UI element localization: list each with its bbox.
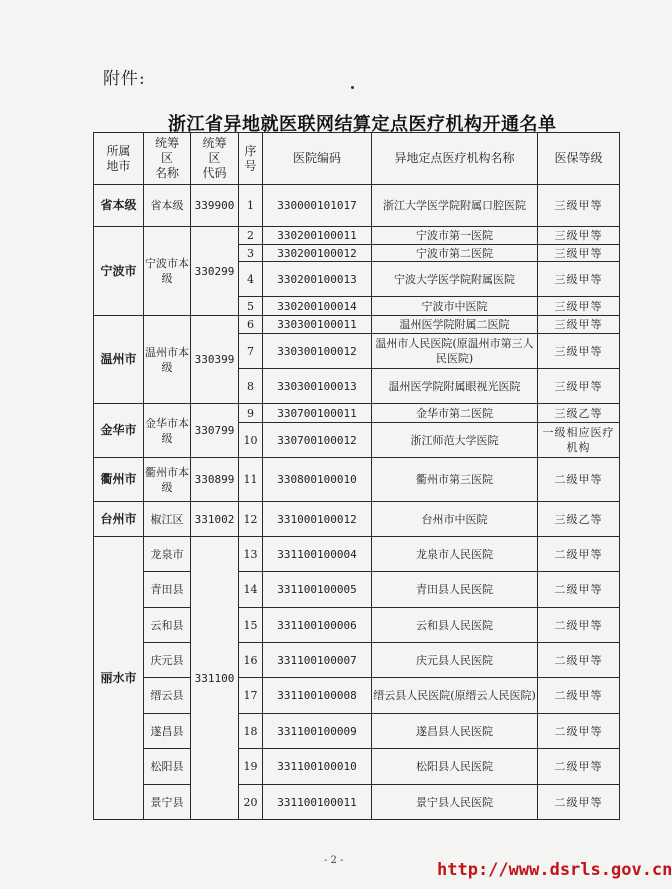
region-code-cell: 331100 — [191, 537, 239, 820]
table-row — [94, 572, 620, 608]
hospital-name-cell: 宁波市中医院 — [372, 297, 538, 316]
table-row — [94, 714, 620, 749]
hospital-name-cell: 温州医学院附属眼视光医院 — [372, 369, 538, 404]
hospital-code-cell: 331100100010 — [263, 749, 372, 785]
grade-cell: 二级甲等 — [538, 537, 620, 572]
table-row — [94, 643, 620, 678]
hospital-name-cell: 庆元县人民医院 — [372, 643, 538, 678]
col-header-region-name: 统筹 区 名称 — [144, 133, 191, 185]
document-title: 浙江省异地就医联网结算定点医疗机构开通名单 — [168, 114, 557, 135]
region-name-cell: 景宁县 — [144, 785, 191, 820]
region-name-cell: 龙泉市 — [144, 537, 191, 572]
hospital-code-cell: 331100100006 — [263, 608, 372, 643]
seq-cell: 6 — [239, 316, 263, 334]
table-row — [94, 227, 620, 245]
col-header-seq: 序 号 — [239, 133, 263, 185]
seq-cell: 4 — [239, 262, 263, 297]
hospital-code-cell: 330300100011 — [263, 316, 372, 334]
hospital-code-cell: 330200100012 — [263, 245, 372, 262]
seq-cell: 13 — [239, 537, 263, 572]
region-code-cell: 331002 — [191, 502, 239, 537]
city-cell: 金华市 — [94, 404, 144, 458]
hospital-code-cell: 331100100004 — [263, 537, 372, 572]
seq-cell: 17 — [239, 678, 263, 714]
city-cell: 衢州市 — [94, 458, 144, 502]
table-row — [94, 458, 620, 502]
hospital-name-cell: 宁波大学医学院附属医院 — [372, 262, 538, 297]
city-cell: 省本级 — [94, 185, 144, 227]
hospital-name-cell: 温州医学院附属二医院 — [372, 316, 538, 334]
col-header-grade: 医保等级 — [538, 133, 620, 185]
hospital-code-cell: 330800100010 — [263, 458, 372, 502]
hospital-code-cell: 330200100013 — [263, 262, 372, 297]
table-row — [94, 404, 620, 423]
grade-cell: 二级甲等 — [538, 643, 620, 678]
hospital-code-cell: 330700100011 — [263, 404, 372, 423]
region-name-cell: 青田县 — [144, 572, 191, 608]
grade-cell: 三级乙等 — [538, 502, 620, 537]
seq-cell: 12 — [239, 502, 263, 537]
table-row — [94, 537, 620, 572]
hospital-name-cell: 龙泉市人民医院 — [372, 537, 538, 572]
table-row — [94, 502, 620, 537]
city-cell: 宁波市 — [94, 227, 144, 316]
hospital-name-cell: 云和县人民医院 — [372, 608, 538, 643]
grade-cell: 三级甲等 — [538, 316, 620, 334]
region-name-cell: 缙云县 — [144, 678, 191, 714]
hospital-code-cell: 330200100011 — [263, 227, 372, 245]
seq-cell: 7 — [239, 334, 263, 369]
col-header-region-code: 统筹 区 代码 — [191, 133, 239, 185]
region-code-cell: 330799 — [191, 404, 239, 458]
region-name-cell: 衢州市本级 — [144, 458, 191, 502]
watermark-url: http://www.dsrls.gov.cn — [437, 860, 672, 880]
seq-cell: 10 — [239, 423, 263, 458]
grade-cell: 二级甲等 — [538, 749, 620, 785]
hospital-name-cell: 缙云县人民医院(原缙云人民医院) — [372, 678, 538, 714]
hospital-code-cell: 330000101017 — [263, 185, 372, 227]
hospital-code-cell: 331100100008 — [263, 678, 372, 714]
hospital-name-cell: 浙江师范大学医院 — [372, 423, 538, 458]
table-row — [94, 316, 620, 334]
table-row — [94, 785, 620, 820]
grade-cell: 二级甲等 — [538, 608, 620, 643]
hospital-code-cell: 330200100014 — [263, 297, 372, 316]
region-name-cell: 省本级 — [144, 185, 191, 227]
city-cell: 台州市 — [94, 502, 144, 537]
col-header-hospital-name: 异地定点医疗机构名称 — [372, 133, 538, 185]
hospital-table — [93, 132, 620, 820]
grade-cell: 三级甲等 — [538, 185, 620, 227]
stray-mark — [351, 86, 354, 89]
region-name-cell: 云和县 — [144, 608, 191, 643]
grade-cell: 三级甲等 — [538, 245, 620, 262]
table-row — [94, 608, 620, 643]
hospital-code-cell: 330300100013 — [263, 369, 372, 404]
hospital-name-cell: 衢州市第三医院 — [372, 458, 538, 502]
seq-cell: 11 — [239, 458, 263, 502]
hospital-code-cell: 331100100011 — [263, 785, 372, 820]
region-name-cell: 温州市本级 — [144, 316, 191, 404]
grade-cell: 二级甲等 — [538, 714, 620, 749]
hospital-name-cell: 景宁县人民医院 — [372, 785, 538, 820]
seq-cell: 9 — [239, 404, 263, 423]
region-code-cell: 330399 — [191, 316, 239, 404]
region-name-cell: 松阳县 — [144, 749, 191, 785]
region-name-cell: 宁波市本级 — [144, 227, 191, 316]
hospital-code-cell: 330300100012 — [263, 334, 372, 369]
hospital-name-cell: 宁波市第二医院 — [372, 245, 538, 262]
table-row — [94, 678, 620, 714]
attachment-label: 附件: — [103, 69, 146, 89]
grade-cell: 三级甲等 — [538, 262, 620, 297]
seq-cell: 14 — [239, 572, 263, 608]
region-name-cell: 椒江区 — [144, 502, 191, 537]
hospital-name-cell: 金华市第二医院 — [372, 404, 538, 423]
hospital-code-cell: 331100100005 — [263, 572, 372, 608]
grade-cell: 三级乙等 — [538, 404, 620, 423]
grade-cell: 三级甲等 — [538, 334, 620, 369]
grade-cell: 三级甲等 — [538, 369, 620, 404]
hospital-name-cell: 青田县人民医院 — [372, 572, 538, 608]
hospital-name-cell: 台州市中医院 — [372, 502, 538, 537]
grade-cell: 三级甲等 — [538, 227, 620, 245]
seq-cell: 18 — [239, 714, 263, 749]
hospital-name-cell: 宁波市第一医院 — [372, 227, 538, 245]
table-row — [94, 185, 620, 227]
seq-cell: 2 — [239, 227, 263, 245]
hospital-name-cell: 松阳县人民医院 — [372, 749, 538, 785]
city-cell: 丽水市 — [94, 537, 144, 820]
region-code-cell: 330899 — [191, 458, 239, 502]
grade-cell: 一级相应医疗机构 — [538, 423, 620, 458]
seq-cell: 8 — [239, 369, 263, 404]
region-code-cell: 339900 — [191, 185, 239, 227]
grade-cell: 二级甲等 — [538, 458, 620, 502]
seq-cell: 3 — [239, 245, 263, 262]
seq-cell: 19 — [239, 749, 263, 785]
seq-cell: 20 — [239, 785, 263, 820]
hospital-code-cell: 331100100009 — [263, 714, 372, 749]
grade-cell: 二级甲等 — [538, 572, 620, 608]
table-row — [94, 749, 620, 785]
hospital-code-cell: 330700100012 — [263, 423, 372, 458]
city-cell: 温州市 — [94, 316, 144, 404]
seq-cell: 15 — [239, 608, 263, 643]
region-name-cell: 遂昌县 — [144, 714, 191, 749]
hospital-code-cell: 331000100012 — [263, 502, 372, 537]
hospital-name-cell: 浙江大学医学院附属口腔医院 — [372, 185, 538, 227]
col-header-city: 所属 地市 — [94, 133, 144, 185]
hospital-name-cell: 遂昌县人民医院 — [372, 714, 538, 749]
hospital-name-cell: 温州市人民医院(原温州市第三人民医院) — [372, 334, 538, 369]
seq-cell: 1 — [239, 185, 263, 227]
region-name-cell: 庆元县 — [144, 643, 191, 678]
header-row — [94, 133, 620, 185]
grade-cell: 二级甲等 — [538, 785, 620, 820]
col-header-hospital-code: 医院编码 — [263, 133, 372, 185]
seq-cell: 5 — [239, 297, 263, 316]
grade-cell: 二级甲等 — [538, 678, 620, 714]
region-name-cell: 金华市本级 — [144, 404, 191, 458]
page-number: - 2 - — [324, 855, 344, 866]
hospital-code-cell: 331100100007 — [263, 643, 372, 678]
grade-cell: 三级甲等 — [538, 297, 620, 316]
seq-cell: 16 — [239, 643, 263, 678]
region-code-cell: 330299 — [191, 227, 239, 316]
